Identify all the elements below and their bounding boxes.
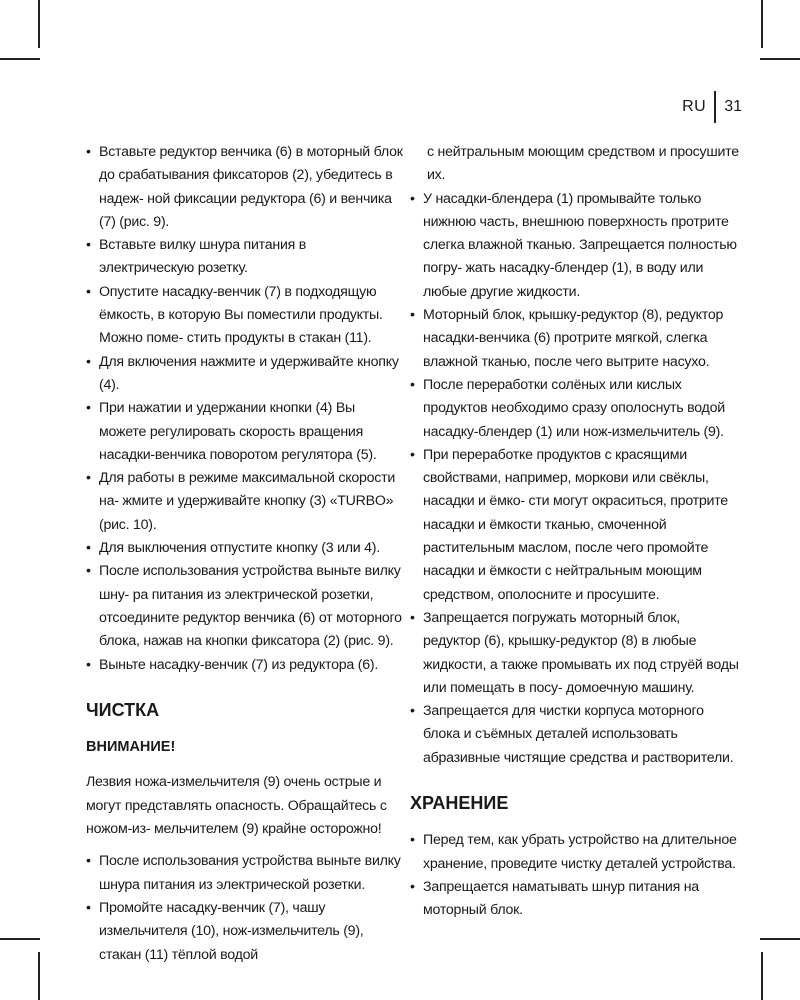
- left-column: [86, 141, 404, 967]
- instruction-list: [86, 141, 404, 677]
- cleaning-list-continued: [410, 188, 740, 770]
- list-item: • Вставьте редуктор венчика (6) в моторный блок до срабатывания фиксаторов (2), убедитесь в надеж- ной фиксации редуктора (6) и венчика (7) (рис. 9).: [86, 141, 404, 234]
- list-item: • После использования устройства выньте вилку шну- ра питания из электрической розетки, отсоедините редуктор венчика (6) от моторного блока, нажав на кнопки фиксатора (2) (рис. 9).: [86, 560, 404, 653]
- cleaning-list: [86, 850, 404, 966]
- crop-mark: [760, 938, 800, 940]
- list-item: • Перед тем, как убрать устройство на длительное хранение, проведите чистку деталей устройства.: [410, 829, 740, 876]
- list-item: • Выньте насадку-венчик (7) из редуктора (6).: [86, 654, 404, 677]
- list-item: • Запрещается наматывать шнур питания на моторный блок.: [410, 876, 740, 923]
- list-item: • Запрещается погружать моторный блок, редуктор (6), крышку-редуктор (8) в любые жидкости, а также промывать их под струёй воды или помещать в посу- домоечную машину.: [410, 607, 740, 700]
- page-header: [682, 91, 742, 123]
- list-item: • Для работы в режиме максимальной скорости на- жмите и удерживайте кнопку (3) «TURBO» (рис. 10).: [86, 467, 404, 537]
- header-divider: [714, 91, 716, 123]
- cleaning-heading: ЧИСТКА: [86, 699, 160, 720]
- crop-mark: [761, 0, 763, 48]
- list-item: • Для включения нажмите и удерживайте кнопку (4).: [86, 351, 404, 398]
- crop-mark: [0, 58, 40, 60]
- continued-text: с нейтральным моющим средством и просушите их.: [427, 144, 739, 184]
- list-item: • Промойте насадку-венчик (7), чашу измельчителя (10), нож-измельчитель (9), стакан (11) тёплой водой: [86, 897, 404, 967]
- list-item: • При переработке продуктов с красящими свойствами, например, моркови или свёклы, насадки и ёмко- сти могут окраситься, протрите насадки и ёмкости тканью, смоченной растительным маслом, после чего промойте насадки и ёмкости с нейтральным моющим средством, ополосните и просушите.: [410, 444, 740, 607]
- crop-mark: [760, 58, 800, 60]
- page-number: 31: [724, 98, 742, 115]
- warning-text: Лезвия ножа-измельчителя (9) очень острые и могут представлять опасность. Обращайтесь с ножом-из- мельчителем (9) крайне осторожно!: [86, 774, 387, 838]
- list-item: • Для выключения отпустите кнопку (3 или 4).: [86, 537, 404, 560]
- crop-mark: [38, 952, 40, 1000]
- warning-heading: ВНИМАНИЕ!: [86, 739, 176, 756]
- language-code: RU: [682, 98, 707, 115]
- list-item: • Опустите насадку-венчик (7) в подходящую ёмкость, в которую Вы поместили продукты. Можно поме- стить продукты в стакан (11).: [86, 281, 404, 351]
- storage-heading: ХРАНЕНИЕ: [410, 793, 509, 814]
- crop-mark: [761, 952, 763, 1000]
- list-item: • После использования устройства выньте вилку шнура питания из электрической розетки.: [86, 850, 404, 897]
- crop-mark: [0, 938, 40, 940]
- crop-mark: [38, 0, 40, 48]
- list-item: • Вставьте вилку шнура питания в электрическую розетку.: [86, 234, 404, 281]
- right-column: [410, 141, 740, 923]
- storage-list: [410, 829, 740, 922]
- list-item: • После переработки солёных или кислых продуктов необходимо сразу ополоснуть водой насадку-блендер (1) или нож-измельчитель (9).: [410, 374, 740, 444]
- list-item: • Запрещается для чистки корпуса моторного блока и съёмных деталей использовать абразивные чистящие средства и растворители.: [410, 700, 740, 770]
- list-item: • При нажатии и удержании кнопки (4) Вы можете регулировать скорость вращения насадки-венчика поворотом регулятора (5).: [86, 397, 404, 467]
- list-item: • У насадки-блендера (1) промывайте только нижнюю часть, внешнюю поверхность протрите слегка влажной тканью. Запрещается полностью погру- жать насадку-блендер (1), в воду или любые другие жидкости.: [410, 188, 740, 304]
- list-item: • Моторный блок, крышку-редуктор (8), редуктор насадки-венчика (6) протрите мягкой, слегка влажной тканью, после чего вытрите насухо.: [410, 304, 740, 374]
